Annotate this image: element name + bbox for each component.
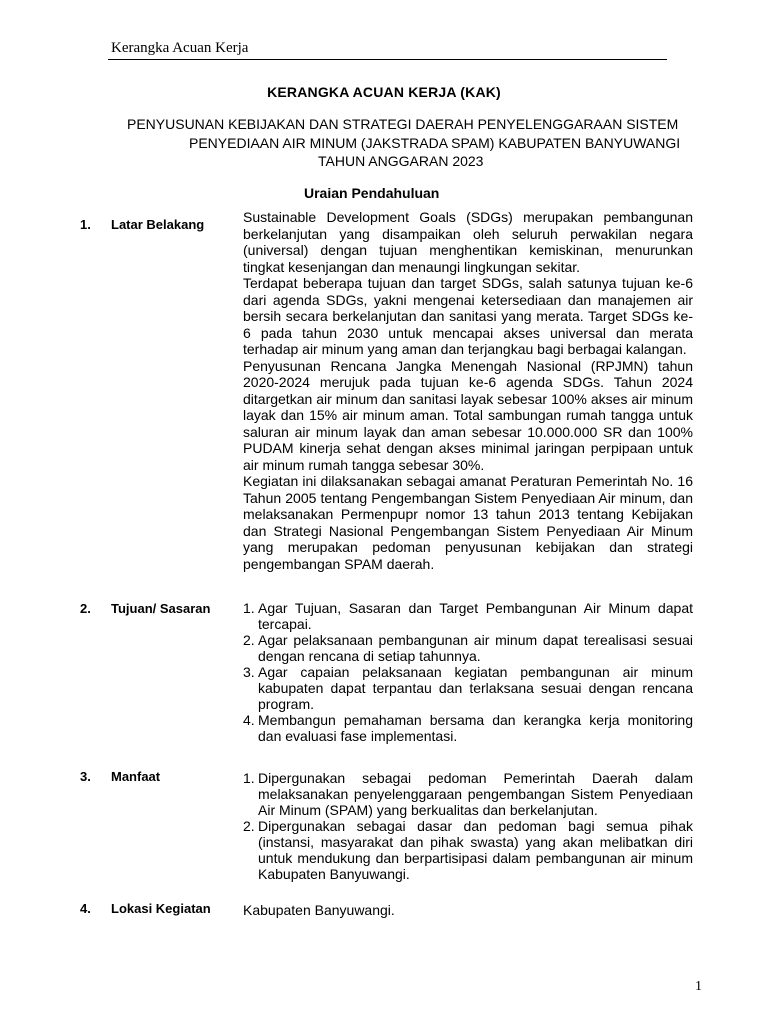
section-1-paragraph: Penyusunan Rencana Jangka Menengah Nasional (RPJMN) tahun 2020-2024 merujuk pada tujuan ke-6 agenda SDGs. Tahun 2024 ditargetkan air minum dan sanitasi layak sebesar 100% akses air minum layak dan 15% air minum aman. Total sambungan rumah tangga untuk saluran air minum layak dan aman sebesar 10.000.000 SR dan 100% PUDAM kinerja sehat dengan akses minimal jaringan perpipaan untuk air minum rumah tangga sebesar 30%. [243, 357, 693, 473]
section-2-label: Tujuan/ Sasaran [111, 601, 211, 616]
section-3-label: Manfaat [111, 769, 161, 784]
list-item: 2. Dipergunakan sebagai dasar dan pedoman bagi semua pihak (instansi, masyarakat dan pihak swasta) yang akan melibatkan diri untuk mendukung dan berpartisipasi dalam pembangunan air minum Kabupaten Banyuwangi. [243, 818, 693, 882]
list-item: 4. Membangun pemahaman bersama dan kerangka kerja monitoring dan evaluasi fase implementasi. [243, 712, 693, 744]
section-1-paragraph: Terdapat beberapa tujuan dan target SDGs, salah satunya tujuan ke-6 dari agenda SDGs, yakni mengenai ketersediaan dan manajemen air bersih secara berkelanjutan dan sanitasi yang merata. Target SDGs ke-6 pada tahun 2030 untuk mencapai akses universal dan merata terhadap air minum yang aman dan terjangkau bagi berbagai kalangan. [243, 275, 693, 357]
document-title: KERANGKA ACUAN KERJA (KAK) [267, 84, 501, 100]
subtitle-line-3: TAHUN ANGGARAN 2023 [318, 153, 484, 169]
list-item: 2. Agar pelaksanaan pembangunan air minum dapat terealisasi sesuai dengan rencana di setiap tahunnya. [243, 632, 693, 664]
intro-heading: Uraian Pendahuluan [304, 185, 440, 201]
section-1-paragraph: Sustainable Development Goals (SDGs) merupakan pembangunan berkelanjutan yang disampaikan oleh seluruh perwakilan negara (universal) dengan tujuan menghentikan kemiskinan, menurunkan tingkat kesenjangan dan menaungi lingkungan sekitar. [243, 209, 693, 275]
list-item: 1. Agar Tujuan, Sasaran dan Target Pembangunan Air Minum dapat tercapai. [243, 600, 693, 632]
section-1-paragraph: Kegiatan ini dilaksanakan sebagai amanat Peraturan Pemerintah No. 16 Tahun 2005 tentang Pengembangan Sistem Penyediaan Air minum, dan melaksanakan Permenpupr nomor 13 tahun 2013 tentang Kebijakan dan Strategi Nasional Pengembangan Sistem Penyediaan Air Minum yang merupakan pedoman penyusunan kebijakan dan strategi pengembangan SPAM daerah. [243, 473, 693, 572]
section-4-number: 4. [80, 901, 91, 916]
subtitle-line-1: PENYUSUNAN KEBIJAKAN DAN STRATEGI DAERAH PENYELENGGARAAN SISTEM [127, 116, 679, 132]
section-1-label: Latar Belakang [111, 217, 205, 232]
list-item: 1. Dipergunakan sebagai pedoman Pemerintah Daerah dalam melaksanakan penyelenggaraan pengembangan Sistem Penyediaan Air Minum (SPAM) yang berkualitas dan berkelanjutan. [243, 770, 693, 818]
section-3-list [243, 770, 693, 882]
section-4-label: Lokasi Kegiatan [111, 901, 211, 916]
subtitle-line-2: PENYEDIAAN AIR MINUM (JAKSTRADA SPAM) KABUPATEN BANYUWANGI [189, 135, 681, 151]
section-1-number: 1. [80, 217, 91, 232]
list-item: 3. Agar capaian pelaksanaan kegiatan pembangunan air minum kabupaten dapat terpantau dan terlaksana sesuai dengan rencana program. [243, 664, 693, 712]
running-header: Kerangka Acuan Kerja [111, 40, 249, 56]
section-4-value: Kabupaten Banyuwangi. [243, 902, 395, 918]
page-number: 1 [695, 979, 702, 994]
section-2-list [243, 600, 693, 744]
header-rule [108, 59, 667, 60]
section-1-body [243, 209, 693, 572]
section-3-number: 3. [80, 769, 91, 784]
section-2-number: 2. [80, 601, 91, 616]
